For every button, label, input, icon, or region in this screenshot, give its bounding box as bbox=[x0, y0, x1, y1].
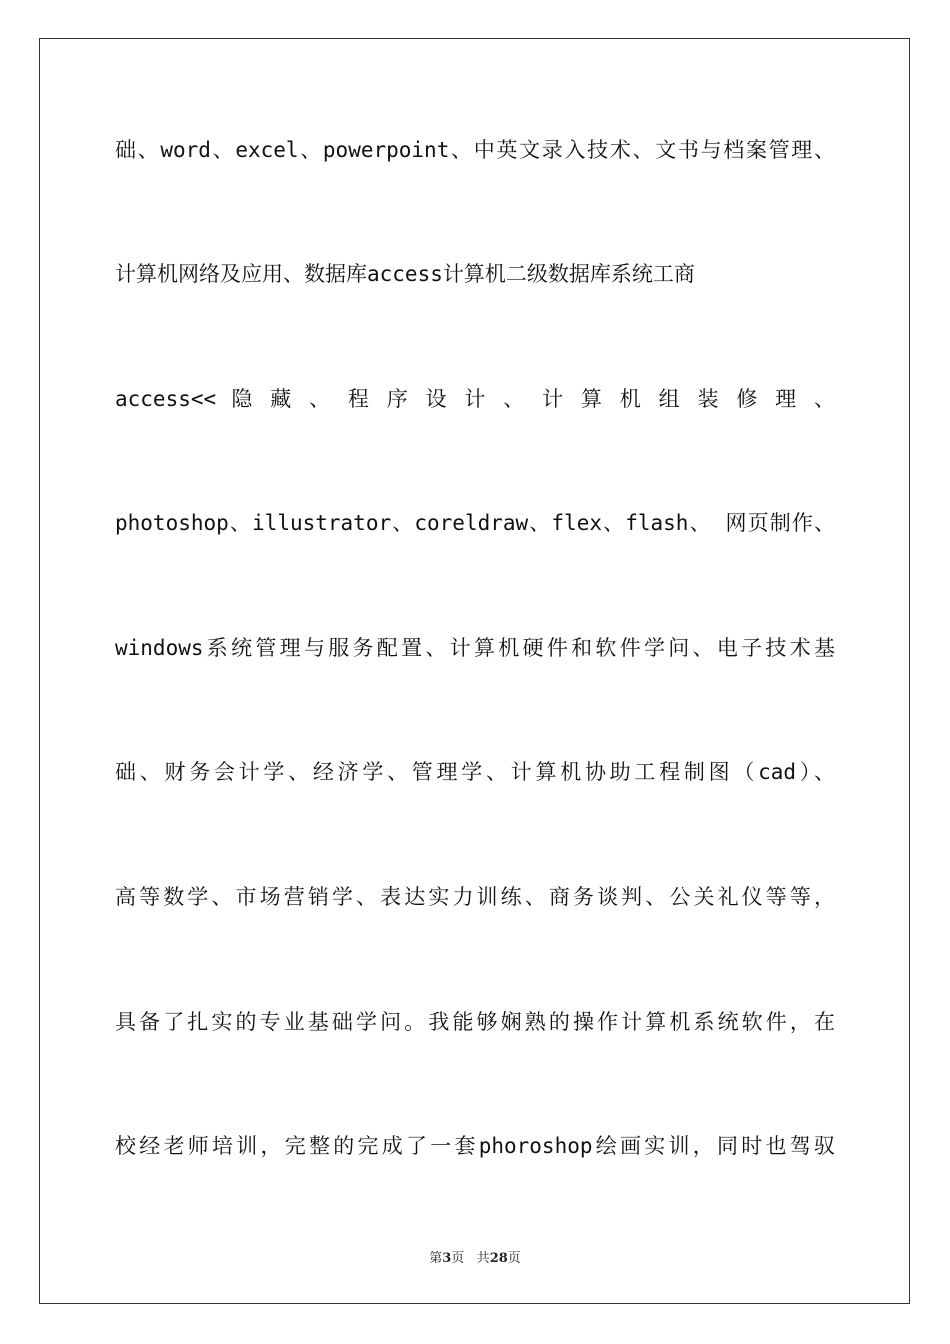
body-line-7: 高等数学、市场营销学、表达实力训练、商务谈判、公关礼仪等等， bbox=[115, 885, 835, 909]
body-line-1: 础、word、excel、powerpoint、中英文录入技术、文书与档案管理、 bbox=[115, 138, 835, 162]
body-line-4: photoshop、illustrator、coreldraw、flex、flash、 网页制作、 bbox=[115, 511, 835, 535]
total-suffix: 页 bbox=[507, 1251, 521, 1266]
body-line-6: 础、财务会计学、经济学、管理学、计算机协助工程制图（cad）、 bbox=[115, 760, 835, 784]
body-line-2: 计算机网络及应用、数据库access计算机二级数据库系统工商 bbox=[115, 262, 695, 286]
body-line-5: windows系统管理与服务配置、计算机硬件和软件学问、电子技术基 bbox=[115, 636, 835, 660]
page-number: 3 bbox=[442, 1251, 452, 1266]
body-line-3: access<< 隐 藏 、 程 序 设 计 、 计 算 机 组 装 修 理 、 bbox=[115, 387, 835, 411]
total-pages: 28 bbox=[489, 1251, 508, 1266]
page-border bbox=[39, 38, 910, 1304]
page-suffix: 页 bbox=[451, 1251, 465, 1266]
page-footer bbox=[0, 1247, 950, 1266]
body-line-8: 具备了扎实的专业基础学问。我能够娴熟的操作计算机系统软件，在 bbox=[115, 1010, 835, 1034]
total-prefix: 共 bbox=[476, 1251, 490, 1266]
page-prefix: 第 bbox=[429, 1251, 443, 1266]
body-line-9: 校经老师培训，完整的完成了一套phoroshop绘画实训，同时也驾驭 bbox=[115, 1134, 835, 1158]
